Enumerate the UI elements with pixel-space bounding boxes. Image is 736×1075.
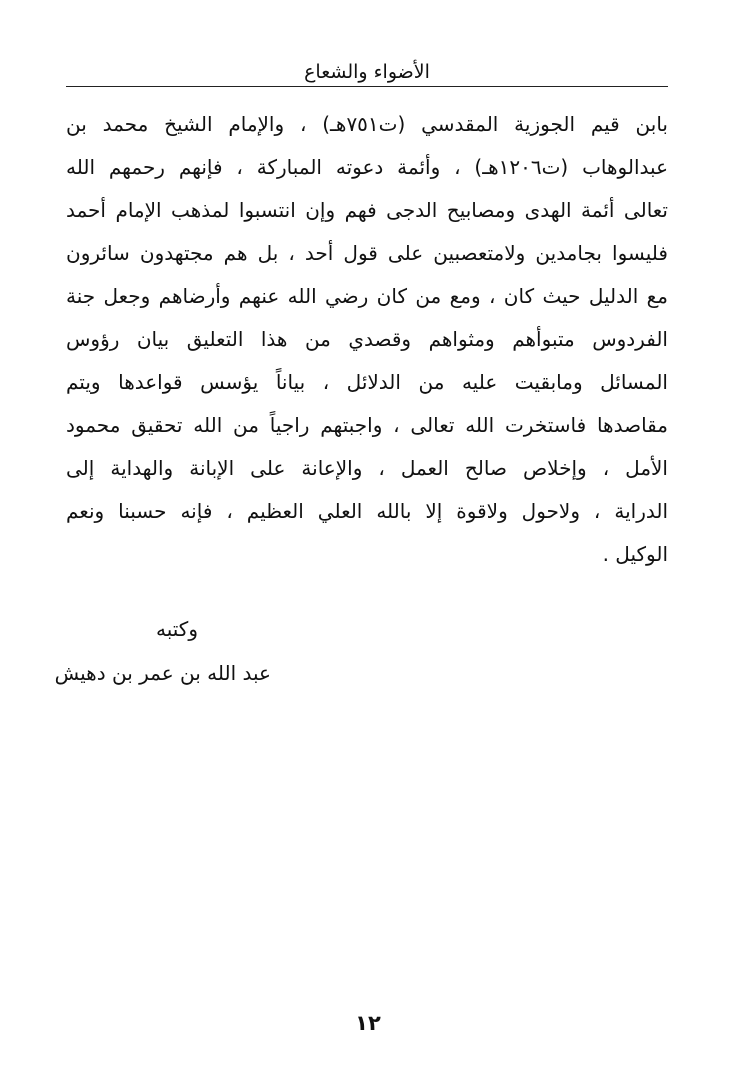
text-line: بابن قيم الجوزية المقدسي (ت٧٥١هـ) ، والإمام الشيخ محمد بن <box>66 112 668 136</box>
header-divider <box>66 86 668 87</box>
text-line: الفردوس متبوأهم ومثواهم وقصدي من هذا التعليق بيان رؤوس <box>66 327 668 351</box>
text-line: تعالى أئمة الهدى ومصابيح الدجى فهم وإن انتسبوا لمذهب الإمام أحمد <box>66 198 668 222</box>
text-line: مقاصدها فاستخرت الله تعالى ، واجبتهم راجياً من الله تحقيق محمود <box>66 413 668 437</box>
text-line: فليسوا بجامدين ولامتعصبين على قول أحد ، بل هم مجتهدون سائرون <box>66 241 668 265</box>
text-line: المسائل ومابقيت عليه من الدلائل ، بياناً يؤسس قواعدها ويتم <box>66 370 668 394</box>
page-number: ١٢ <box>355 1011 381 1035</box>
text-line-last: الوكيل . <box>602 542 668 566</box>
text-line: الدراية ، ولاحول ولاقوة إلا بالله العلي العظيم ، فإنه حسبنا ونعم <box>66 499 668 523</box>
running-header: الأضواء والشعاع <box>304 61 430 83</box>
body-text <box>66 103 668 576</box>
author-name: عبد الله بن عمر بن دهيش <box>54 661 271 685</box>
text-line: عبدالوهاب (ت١٢٠٦هـ) ، وأئمة دعوته المباركة ، فإنهم رحمهم الله <box>66 155 669 179</box>
text-line: مع الدليل حيث كان ، ومع من كان رضي الله عنهم وأرضاهم وجعل جنة <box>66 284 668 308</box>
signoff-wrote: وكتبه <box>156 617 198 641</box>
text-line: الأمل ، وإخلاص صالح العمل ، والإعانة على الإبانة والهداية إلى <box>66 456 668 480</box>
